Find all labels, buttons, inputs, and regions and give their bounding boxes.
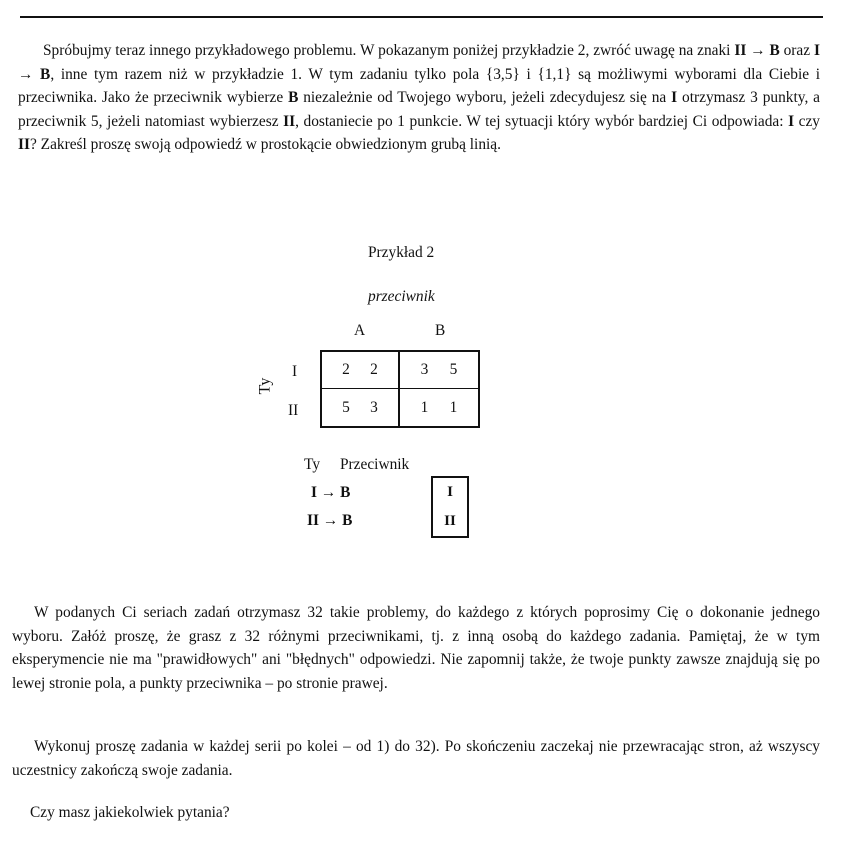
opponent-payoff: 2 xyxy=(370,361,378,378)
top-rule xyxy=(20,16,823,18)
own-payoff: 3 xyxy=(420,361,429,378)
intro-text-7: czy xyxy=(794,112,820,130)
intro-text-2: oraz xyxy=(779,42,814,59)
choice-header-opponent: Przeciwnik xyxy=(340,456,410,473)
intro-bold-5: II xyxy=(283,112,296,130)
intro-paragraph xyxy=(18,39,820,157)
choice-header-you: Ty xyxy=(304,456,321,473)
matrix-cell-i-a xyxy=(322,352,400,389)
intro-text-5: otrzymasz 3 punkty, a przeciwnik 5, jeżeli natomiast wybierzesz xyxy=(18,89,820,130)
questions-prompt: Czy masz jakiekolwiek pytania? xyxy=(30,804,230,821)
opponent-payoff: 1 xyxy=(449,398,458,416)
matrix-cell-ii-b xyxy=(400,389,478,426)
matrix-cell-ii-a xyxy=(322,389,400,426)
row-label-ii: II xyxy=(288,402,299,419)
intro-text-3: , inne tym razem niż w przykładzie 1. W tym zadaniu tylko pola {3,5} i {1,1} są możliwymi wyborami dla Ciebie i przeciwnika. Jako że przeciwnik wybierze xyxy=(18,65,820,106)
row-label-i: I xyxy=(292,363,298,380)
own-payoff: 5 xyxy=(342,398,350,416)
order-instructions-paragraph: Wykonuj proszę zadania w każdej serii po kolei – od 1) do 32). Po skończeniu zaczekaj nie przewracając stron, aż wszyscy uczestnicy zakończą swoje zadania. xyxy=(12,738,820,779)
choice-row-1: I → B xyxy=(311,484,351,501)
opponent-payoff: 5 xyxy=(449,361,458,378)
intro-text-1: Spróbujmy teraz innego przykładowego problemu. W pokazanym poniżej przykładzie 2, zwróć uwagę na znaki xyxy=(43,42,735,59)
series-instructions-paragraph: W podanych Ci seriach zadań otrzymasz 32 takie problemy, do każdego z których poprosimy Cię o dokonanie jednego wyboru. Załóż proszę, że grasz z 32 różnymi przeciwnikami, tj. z inną osobą do każdego zadania. Pamiętaj, że w tym eksperymencie nie ma "prawidłowych" ani "błędnych" odpowiedzi. Nie zapomnij także, że twoje punkty zawsze znajdują się po lewej stronie pola, a punkty przeciwnika – po stronie prawej. xyxy=(12,604,820,692)
own-payoff: 1 xyxy=(420,398,429,416)
intro-text-4: niezależnie od Twojego wyboru, jeżeli zdecydujesz się na xyxy=(298,89,672,106)
you-label: Ty xyxy=(256,377,274,395)
answer-box[interactable] xyxy=(431,476,469,538)
matrix-cell-i-b xyxy=(400,352,478,389)
payoff-matrix xyxy=(320,350,480,428)
opponent-label: przeciwnik xyxy=(368,288,435,305)
intro-bold-1: II → B xyxy=(734,42,780,59)
answer-option-ii[interactable]: II xyxy=(444,513,456,529)
own-payoff: 2 xyxy=(342,361,350,378)
choice-row-2: II → B xyxy=(307,512,353,529)
intro-bold-6: I xyxy=(788,112,795,130)
intro-bold-2: I → B xyxy=(18,42,820,83)
column-label-b: B xyxy=(435,322,446,339)
intro-bold-7: II xyxy=(18,136,30,153)
intro-bold-3: B xyxy=(288,89,299,106)
column-label-a: A xyxy=(354,322,366,339)
example-title: Przykład 2 xyxy=(368,244,435,261)
answer-option-i[interactable]: I xyxy=(447,484,453,500)
intro-text-8: ? Zakreśl proszę swoją odpowiedź w prostokącie obwiedzionym grubą linią. xyxy=(29,136,501,153)
opponent-payoff: 3 xyxy=(370,398,378,416)
intro-bold-4: I xyxy=(671,89,678,106)
intro-text-6: , dostaniecie po 1 punkcie. W tej sytuacji który wybór bardziej Ci odpowiada: xyxy=(295,112,789,130)
